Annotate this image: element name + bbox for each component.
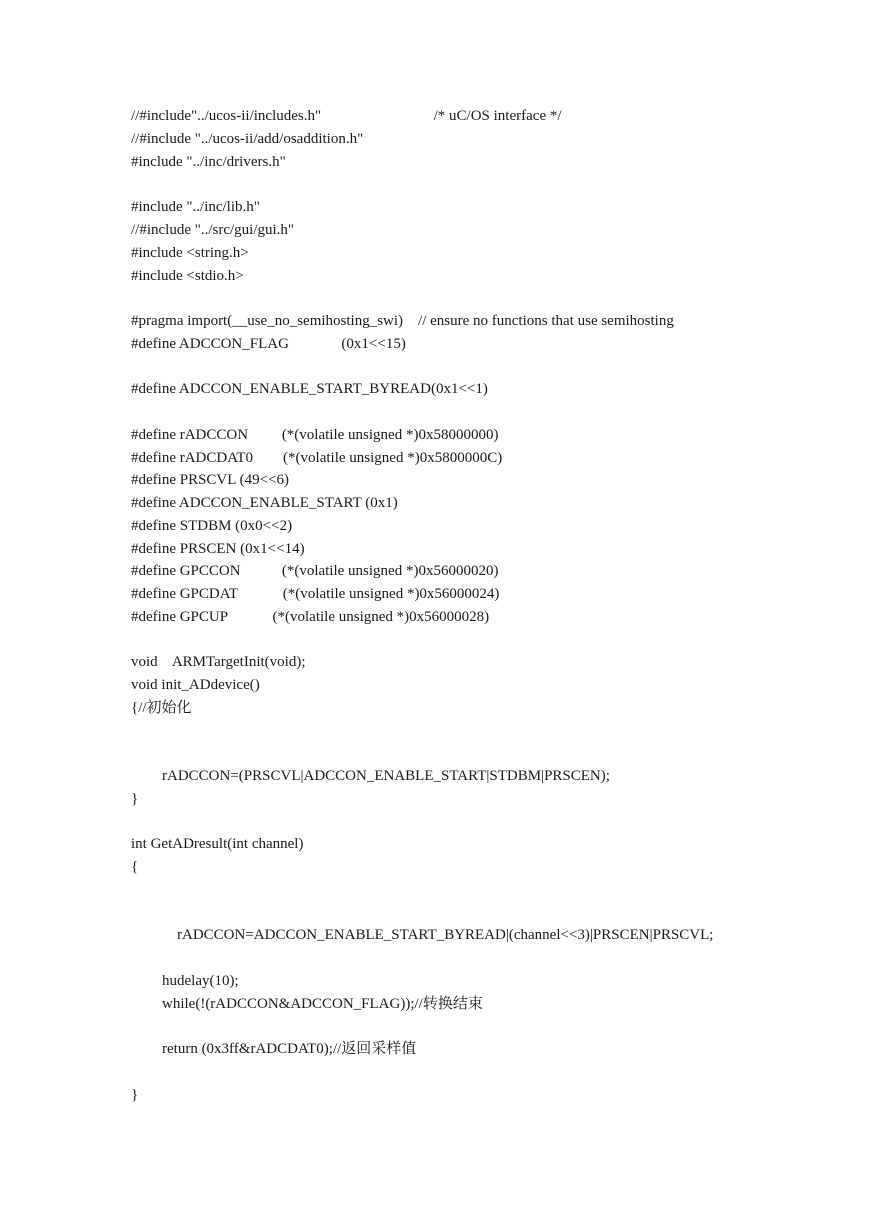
code-line: //#include "../src/gui/gui.h" bbox=[131, 222, 295, 238]
code-line: { bbox=[131, 859, 139, 875]
code-line: #include <stdio.h> bbox=[131, 268, 244, 284]
code-line: #define rADCCON (*(volatile unsigned *)0x58000000) bbox=[131, 427, 499, 443]
code-line: //#include "../ucos-ii/add/osaddition.h" bbox=[131, 131, 364, 147]
code-line: //#include"../ucos-ii/includes.h" /* uC/OS interface */ bbox=[131, 108, 562, 124]
code-line: rADCCON=ADCCON_ENABLE_START_BYREAD|(channel<<3)|PRSCEN|PRSCVL; bbox=[177, 927, 714, 943]
code-line: #pragma import(__use_no_semihosting_swi) // ensure no functions that use semihosting bbox=[131, 313, 674, 329]
code-line: void init_ADdevice() bbox=[131, 677, 260, 693]
code-line: return (0x3ff&rADCDAT0);//返回采样值 bbox=[162, 1041, 417, 1057]
code-line: {//初始化 bbox=[131, 700, 192, 716]
code-line: #define ADCCON_ENABLE_START (0x1) bbox=[131, 495, 398, 511]
code-line: #define GPCDAT (*(volatile unsigned *)0x56000024) bbox=[131, 586, 500, 602]
code-line: } bbox=[131, 1087, 139, 1103]
code-line: #define rADCDAT0 (*(volatile unsigned *)0x5800000C) bbox=[131, 450, 503, 466]
code-line: #define PRSCVL (49<<6) bbox=[131, 472, 290, 488]
code-line: void ARMTargetInit(void); bbox=[131, 654, 306, 670]
code-line: #include "../inc/drivers.h" bbox=[131, 154, 286, 170]
code-line: #include "../inc/lib.h" bbox=[131, 199, 260, 215]
code-line: #include <string.h> bbox=[131, 245, 249, 261]
code-line: rADCCON=(PRSCVL|ADCCON_ENABLE_START|STDBM|PRSCEN); bbox=[162, 768, 610, 784]
code-line: } bbox=[131, 791, 139, 807]
code-line: #define STDBM (0x0<<2) bbox=[131, 518, 293, 534]
code-line: int GetADresult(int channel) bbox=[131, 836, 304, 852]
code-line: #define GPCUP (*(volatile unsigned *)0x56000028) bbox=[131, 609, 490, 625]
code-line: #define GPCCON (*(volatile unsigned *)0x56000020) bbox=[131, 563, 499, 579]
code-line: while(!(rADCCON&ADCCON_FLAG));//转换结束 bbox=[162, 996, 483, 1012]
code-line: hudelay(10); bbox=[162, 973, 239, 989]
code-line: #define PRSCEN (0x1<<14) bbox=[131, 541, 305, 557]
code-line: #define ADCCON_FLAG (0x1<<15) bbox=[131, 336, 406, 352]
code-line: #define ADCCON_ENABLE_START_BYREAD(0x1<<1) bbox=[131, 381, 488, 397]
